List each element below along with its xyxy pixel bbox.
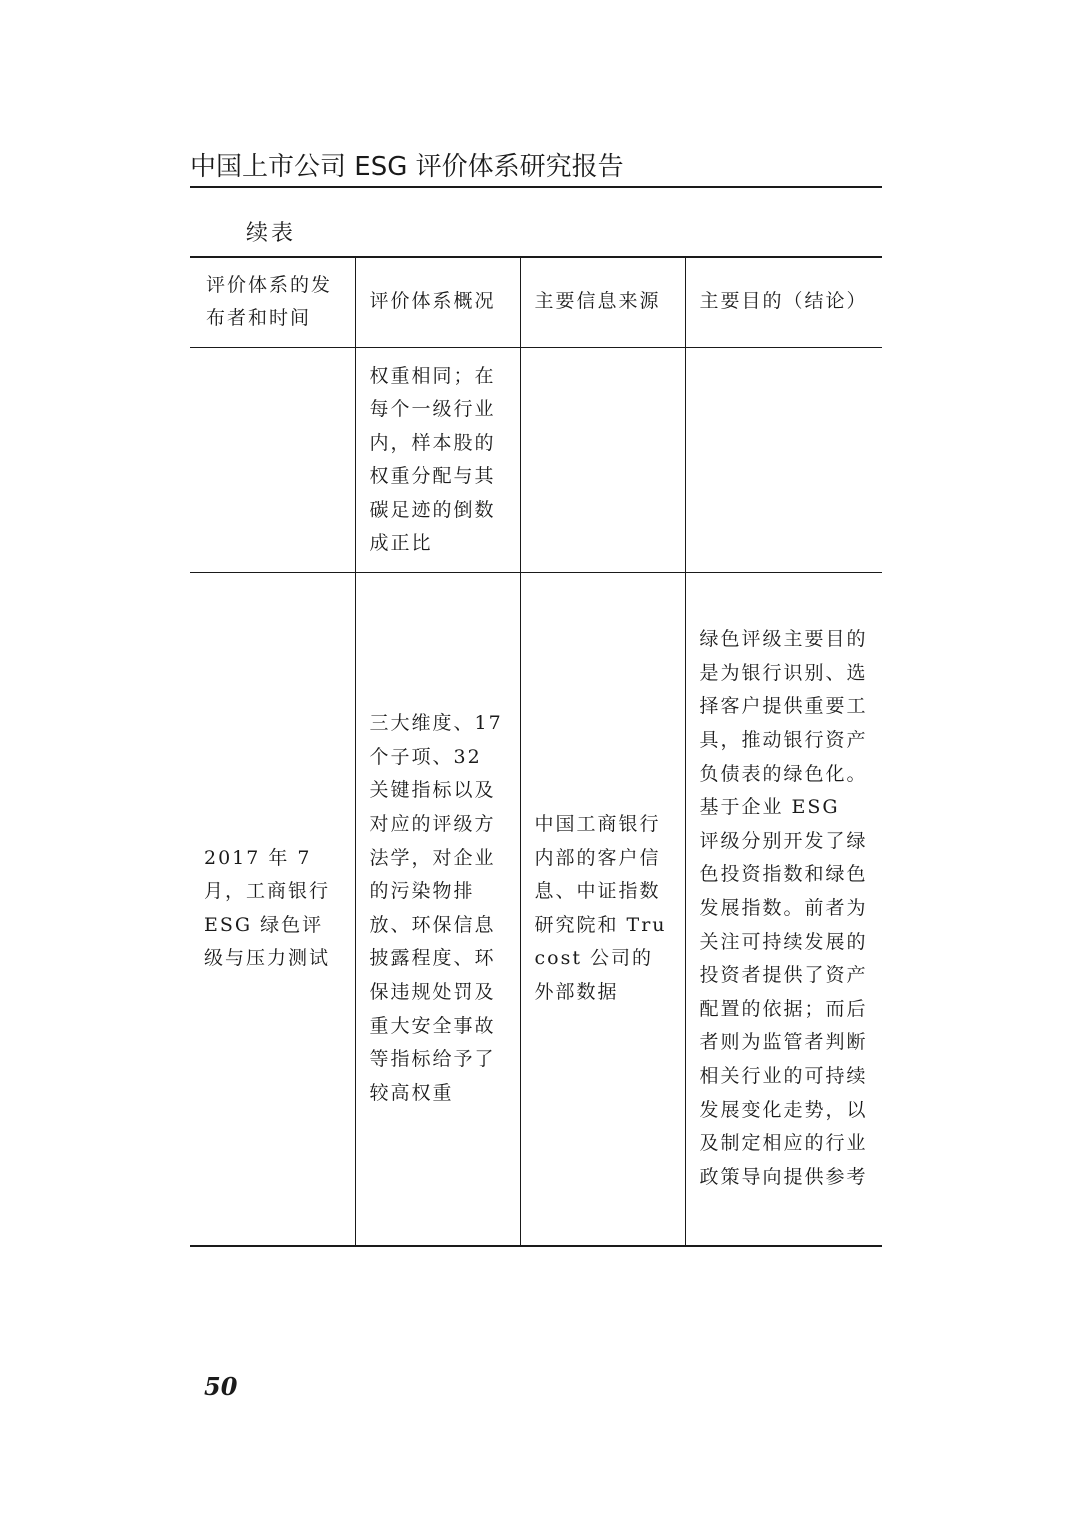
table-cell: 中国工商银行内部的客户信息、中证指数研究院和 Trucost 公司的外部数据: [520, 572, 685, 1246]
table-cell: [685, 347, 882, 572]
table-row: [190, 572, 882, 1246]
running-head: [190, 144, 882, 188]
running-head-title: 中国上市公司 ESG 评价体系研究报告: [190, 152, 624, 182]
header-main-purpose: 主要目的（结论）: [685, 257, 882, 347]
table-cell: 权重相同；在每个一级行业内，样本股的权重分配与其碳足迹的倒数成正比: [355, 347, 520, 572]
table-cell: 绿色评级主要目的是为银行识别、选择客户提供重要工具，推动银行资产负债表的绿色化。基于企业 ESG 评级分别开发了绿色投资指数和绿色发展指数。前者为关注可持续发展的投资者提供了资产配置的依据；而后者则为监管者判断相关行业的可持续发展变化走势，以及制定相应的行业政策导向提供参考: [685, 572, 882, 1246]
table-cell: 三大维度、17 个子项、32 关键指标以及对应的评级方法学，对企业的污染物排放、环保信息披露程度、环保违规处罚及重大安全事故等指标给予了较高权重: [355, 572, 520, 1246]
header-system-overview: 评价体系概况: [355, 257, 520, 347]
table-header-row: [190, 257, 882, 347]
esg-system-table: [190, 256, 882, 1247]
header-publisher-time: 评价体系的发布者和时间: [190, 257, 355, 347]
table-cell: 2017 年 7 月，工商银行 ESG 绿色评级与压力测试: [190, 572, 355, 1246]
table-cell: [190, 347, 355, 572]
continued-table-label: 续表: [246, 221, 297, 246]
table-cell: [520, 347, 685, 572]
table-row: [190, 347, 882, 572]
page-number: 50: [204, 1372, 238, 1401]
header-info-source: 主要信息来源: [520, 257, 685, 347]
